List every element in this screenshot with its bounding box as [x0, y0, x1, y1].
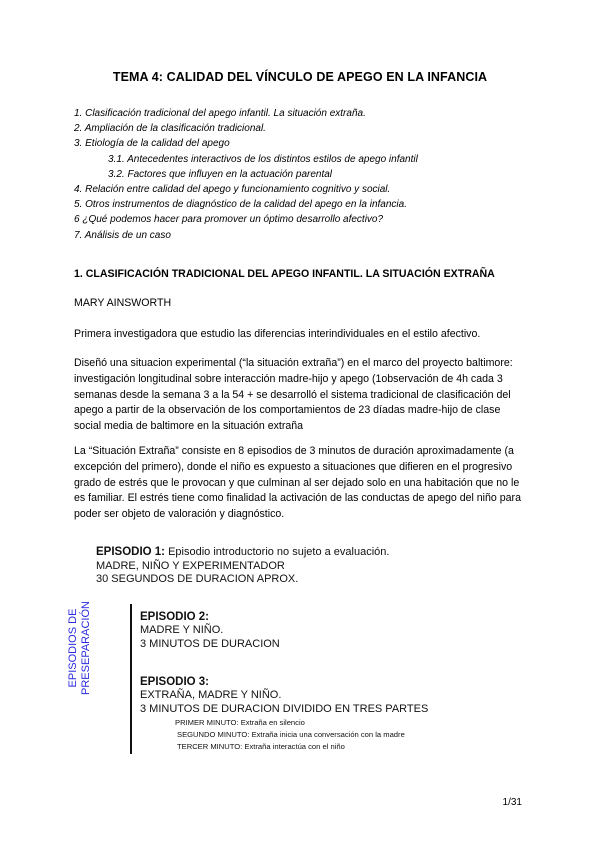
- toc-subitem: 3.2. Factores que influyen en la actuación parental: [108, 168, 333, 180]
- toc-subitem: 3.1. Antecedentes interactivos de los distintos estilos de apego infantil: [108, 153, 418, 165]
- episode-3-block: [140, 676, 428, 716]
- toc-item: 2. Ampliación de la clasificación tradicional.: [74, 123, 266, 135]
- author-name: MARY AINSWORTH: [74, 297, 172, 309]
- episode-3-participants: EXTRAÑA, MADRE Y NIÑO.: [140, 689, 282, 702]
- paragraph-2: Diseñó una situacion experimental (“la situación extraña”) en el marco del proyecto baltimore: investigación longitudinal sobre interacción madre-hijo y apego (1observación de 4h cada 3 semanas desde la semana 3 a la 54 + se desarrolló el sistema tradicional de clasificación del apego a partir de la observación de los comportamientos de 23 díadas madre-hijo de clase social media de baltimore en la situación extraña: [74, 357, 513, 433]
- toc-item: 5. Otros instrumentos de diagnóstico de la calidad del apego en la infancia.: [74, 199, 407, 211]
- preseparation-label: EPISODIOS DE PRESEPARACIÓN: [67, 601, 92, 695]
- toc-item: 3. Etiología de la calidad del apego: [74, 138, 230, 150]
- minute-row: SEGUNDO MINUTO: Extraña inicia una conversación con la madre: [177, 730, 405, 739]
- episode-2-participants: MADRE Y NIÑO.: [140, 624, 224, 637]
- table-of-contents: [74, 106, 418, 243]
- paragraph-1: Primera investigadora que estudio las diferencias interindividuales en el estilo afectivo.: [74, 328, 481, 340]
- episode-3-title: EPISODIO 3:: [140, 676, 210, 688]
- minute-row: PRIMER MINUTO: Extraña en silencio: [175, 718, 305, 727]
- episodes-figure: [60, 538, 456, 783]
- toc-item: 1. Clasificación tradicional del apego infantil. La situación extraña.: [74, 108, 366, 119]
- minute-row: TERCER MINUTO: Extraña interactúa con el niño: [177, 742, 345, 751]
- episode-1-description: Episodio introductorio no sujeto a evaluación.: [168, 546, 390, 558]
- toc-item: 7. Análisis de un caso: [74, 229, 171, 241]
- bracket-line: [130, 604, 132, 754]
- episode-2-title: EPISODIO 2:: [140, 611, 210, 623]
- document-title: TEMA 4: CALIDAD DEL VÍNCULO DE APEGO EN LA INFANCIA: [112, 70, 488, 84]
- episode-2-block: [140, 611, 280, 651]
- episode-1-duration: 30 SEGUNDOS DE DURACION APROX.: [96, 573, 299, 585]
- page-number: 1/31: [502, 797, 522, 808]
- episode-2-duration: 3 MINUTOS DE DURACION: [140, 637, 280, 650]
- toc-item: 6 ¿Qué podemos hacer para promover un óptimo desarrollo afectivo?: [74, 214, 384, 226]
- minute-breakdown: [175, 717, 405, 753]
- episode-1-header: [96, 546, 389, 559]
- toc-item: 4. Relación entre calidad del apego y funcionamiento cognitivo y social.: [74, 184, 391, 196]
- section-heading: 1. CLASIFICACIÓN TRADICIONAL DEL APEGO INFANTIL. LA SITUACIÓN EXTRAÑA: [74, 268, 495, 280]
- episode-1-title: EPISODIO 1:: [96, 546, 166, 558]
- episode-3-duration: 3 MINUTOS DE DURACION DIVIDIDO EN TRES PARTES: [140, 702, 429, 715]
- episode-1-participants: MADRE, NIÑO Y EXPERIMENTADOR: [96, 560, 285, 572]
- paragraph-3: La “Situación Extraña” consiste en 8 episodios de 3 minutos de duración aproximadamente (a excepción del primero), donde el niño es expuesto a situaciones que difieren en el progresivo grado de estrés que le provocan y que culminan al ser dejado solo en una habitación que no le es familiar. El estrés tiene como finalidad la activación de las conductas de apego del niño para poder ser objeto de valoración y diagnóstico.: [74, 445, 521, 521]
